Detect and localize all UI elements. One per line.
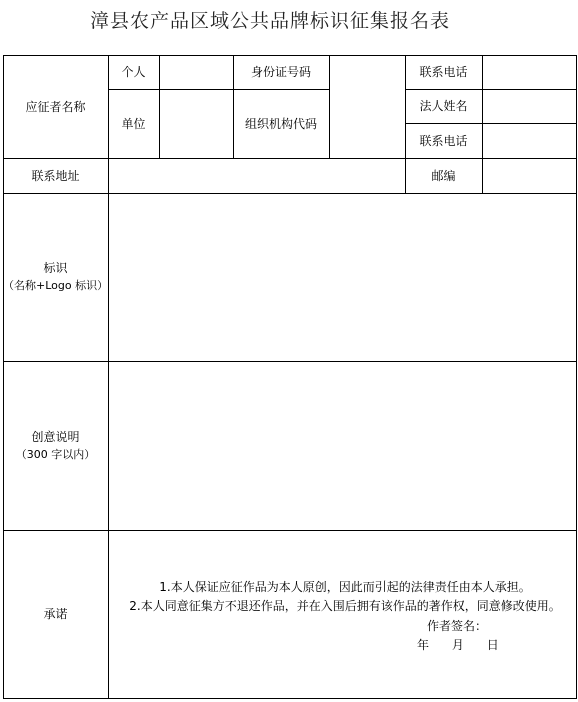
legal-person-label: 法人姓名 xyxy=(419,99,468,113)
pledge-line-1: 1.本人保证应征作品为本人原创，因此而引起的法律责任由本人承担。 xyxy=(159,580,531,594)
author-signature-label: 作者签名： xyxy=(427,619,488,633)
concept-sublabel: （300 字以内） xyxy=(15,447,96,461)
concept-label: 创意说明 xyxy=(31,429,80,444)
legal-person-field[interactable] xyxy=(482,89,576,123)
registration-form-table xyxy=(3,55,577,699)
concept-label-cell xyxy=(3,361,108,530)
table-border-bottom xyxy=(3,698,577,699)
logo-label: 标识 xyxy=(43,261,68,275)
phone-label-2: 联系电话 xyxy=(419,133,468,148)
phone-label-1: 联系电话 xyxy=(419,65,468,79)
org-code-field[interactable] xyxy=(329,89,405,158)
logo-field[interactable] xyxy=(108,193,576,361)
individual-field[interactable] xyxy=(159,55,233,89)
postcode-field[interactable] xyxy=(482,158,576,193)
applicant-name-label: 应征者名称 xyxy=(25,99,86,114)
pledge-label: 承诺 xyxy=(43,607,68,621)
address-field[interactable] xyxy=(108,158,405,193)
individual-label: 个人 xyxy=(121,65,146,79)
unit-field[interactable] xyxy=(159,89,233,158)
id-number-label: 身份证号码 xyxy=(250,65,311,79)
pledge-line-2: 2.本人同意征集方不退还作品，并在入围后拥有该作品的著作权，同意修改使用。 xyxy=(129,599,561,613)
phone-field-2[interactable] xyxy=(482,123,576,158)
id-number-field[interactable] xyxy=(329,55,405,89)
logo-sublabel: （名称+Logo 标识） xyxy=(3,279,109,292)
concept-field[interactable] xyxy=(108,361,576,530)
postcode-label: 邮编 xyxy=(431,168,456,183)
phone-field-1[interactable] xyxy=(482,55,576,89)
org-code-label: 组织机构代码 xyxy=(244,116,317,131)
form-title: 漳县农产品区域公共品牌标识征集报名表 xyxy=(89,10,450,32)
date-label: 年 月 日 xyxy=(417,638,499,652)
unit-label: 单位 xyxy=(121,116,146,131)
logo-label-cell xyxy=(3,193,108,361)
address-label: 联系地址 xyxy=(31,168,80,183)
